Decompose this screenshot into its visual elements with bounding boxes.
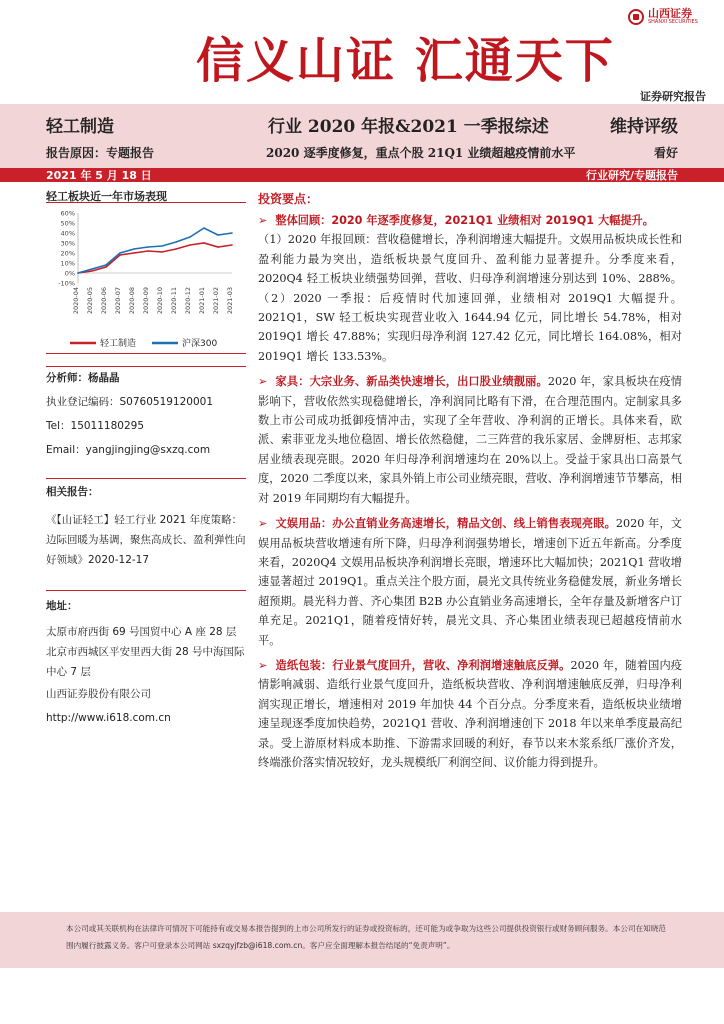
analyst-name: 杨晶晶 xyxy=(88,372,120,384)
left-column xyxy=(46,188,246,349)
reg-code: S0760519120001 xyxy=(119,396,214,408)
related-separator xyxy=(46,478,246,479)
data-point xyxy=(203,242,205,244)
y-tick-label: 30% xyxy=(60,239,75,248)
data-point xyxy=(147,246,149,248)
address-text: 太原市府西街 69 号国贸中心 A 座 28 层北京市西城区平安里西大街 28 号中海国际中心 7 层 xyxy=(46,626,245,678)
performance-chart-box xyxy=(46,202,246,354)
key-point-3-head: 文娱用品：办公直销业务高速增长，精品文创、线上销售表现亮眼。 xyxy=(275,517,616,531)
key-point-2 xyxy=(258,372,682,508)
report-type: 证券研究报告 xyxy=(640,90,706,103)
analyst-label: 分析师： xyxy=(46,372,88,384)
firm-name: 山西证券 xyxy=(648,7,692,20)
key-points xyxy=(258,190,682,772)
x-tick-label: 2021-03 xyxy=(226,287,234,315)
key-point-3 xyxy=(258,514,682,650)
report-date: 2021 年 5 月 18 日 xyxy=(46,169,152,182)
x-tick-label: 2020-05 xyxy=(86,287,94,315)
data-point xyxy=(189,244,191,246)
data-point xyxy=(161,251,163,253)
data-point xyxy=(231,244,233,246)
x-tick-label: 2020-06 xyxy=(100,287,108,315)
performance-chart xyxy=(46,203,246,353)
x-tick-label: 2021-02 xyxy=(212,287,220,315)
legend-label: 轻工制造 xyxy=(100,339,137,349)
data-point xyxy=(105,266,107,268)
firm-logo xyxy=(628,8,698,25)
address-block xyxy=(46,596,246,728)
data-point xyxy=(133,252,135,254)
key-point-3-body: 2020 年，文娱用品板块营收增速有所下降，归母净利润强势增长，增速创下近五年新高。分季度来看，2020Q4 文娱用品板块净利润增长亮眼，增速环比大幅加快；2021Q1 营收增速显著超过 2019Q1。重点关注个股方面，晨光文具传统业务稳健发展，新业务增长超预期。晨光科力普、齐心集团 B2B 办公直销业务高速增长，全年存量及新增客户订单充足。2021Q1，随着疫情好转，晨光文具、齐心集团业绩表现已超越疫情前水平。 xyxy=(258,517,682,647)
x-tick-label: 2020-08 xyxy=(128,287,136,315)
report-reason: 报告原因：专题报告 xyxy=(46,146,155,160)
key-point-1-body: （1）2020 年报回顾：营收稳健增长，净利润增速大幅提升。文娱用品板块成长性和盈利能力最为突出，造纸板块景气度回升、盈利能力显著提升。分季度来看，2020Q4 轻工板块业绩强势回弹，营收、归母净利润增速分别达到 10%、288%。（2）2020 一季报：后疫情时代加速回弹，业绩相对 2019Q1 大幅提升。2021Q1，SW 轻工板块实现营业收入 1644.94 亿元，同比增长 54.78%，相对 2019Q1 增长 47.88%；实现归母净利润 127.42 亿元，同比增长 164.08%，相对 2019Q1 增长 133.53%。 xyxy=(258,233,682,363)
y-tick-label: 10% xyxy=(60,259,75,268)
y-tick-label: 60% xyxy=(60,209,75,218)
y-tick-label: 40% xyxy=(60,229,75,238)
arrow-icon: ➢ xyxy=(258,214,268,227)
y-tick-label: 50% xyxy=(60,219,75,228)
reg-label: 执业登记编码： xyxy=(46,396,120,408)
report-category: 行业研究/专题报告 xyxy=(585,169,678,182)
arrow-icon: ➢ xyxy=(258,658,268,672)
key-point-1 xyxy=(258,211,682,366)
data-point xyxy=(189,236,191,238)
report-subtitle: 2020 逐季度修复，重点个股 21Q1 业绩超越疫情前水平 xyxy=(266,146,576,160)
footer-disclaimer: 本公司或其关联机构在法律许可情况下可能持有或交易本报告提到的上市公司所发行的证券或投资标的，还可能为或争取为这些公司提供投资银行或财务顾问服务。本公司在知晓范围内履行披露义务。客户可登录本公司网站 sxzqyjfzb@i618.com.cn。客户应全面理解本报告结尾的“免责声明”。 xyxy=(66,924,666,950)
data-point xyxy=(133,248,135,250)
data-point xyxy=(217,234,219,236)
analyst-separator xyxy=(46,366,246,367)
x-tick-label: 2020-09 xyxy=(142,287,150,315)
y-tick-label: 20% xyxy=(60,249,75,258)
x-tick-label: 2020-12 xyxy=(184,287,192,315)
arrow-icon: ➢ xyxy=(258,517,268,531)
chart-section-title: 轻工板块近一年市场表现 xyxy=(46,190,167,203)
series-line-csi300 xyxy=(78,228,232,273)
address-separator xyxy=(46,590,246,591)
tel-value: 15011180295 xyxy=(70,420,145,432)
data-point xyxy=(119,252,121,254)
firm-logo-icon xyxy=(628,9,644,25)
y-tick-label: 0% xyxy=(64,269,75,278)
data-point xyxy=(91,270,93,272)
key-point-2-head: 家具：大宗业务、新品类快速增长，出口股业绩靓丽。 xyxy=(275,375,548,389)
address-title: 地址： xyxy=(46,600,78,612)
data-point xyxy=(203,227,205,229)
report-title: 行业 2020 年报&2021 一季报综述 xyxy=(268,117,549,137)
data-point xyxy=(105,264,107,266)
x-tick-label: 2020-11 xyxy=(170,287,178,315)
outlook-label: 看好 xyxy=(653,146,678,160)
brand-slogan: 信义山证 汇通天下 xyxy=(196,33,615,89)
data-point xyxy=(91,268,93,270)
data-point xyxy=(175,248,177,250)
x-tick-label: 2020-10 xyxy=(156,287,164,315)
email-label: Email： xyxy=(46,444,86,456)
data-point xyxy=(147,250,149,252)
key-point-1-head: 整体回顾：2020 年逐季度修复，2021Q1 业绩相对 2019Q1 大幅提升。 xyxy=(275,214,654,227)
analyst-block xyxy=(46,368,246,460)
key-point-2-body: 2020 年，家具板块在疫情影响下，营收依然实现稳健增长，净利润同比略有下滑，在合理范围内。定制家具多数上市公司成功抵御疫情冲击，实现了全年营收、净利润的正增长。具体来看，欧派、索菲亚龙头地位稳固、增长依然稳健，二三阵营的我乐家居、金牌厨柜、志邦家居业绩表现亮眼。2020 年归母净利润增速均在 20%以上。受益于家具出口高景气度，2020 二季度以来，家具外销上市公司业绩亮眼，营收、净利润增速节节攀高，相对 2019 年同期均有大幅提升。 xyxy=(258,375,682,505)
company-name: 山西证券股份有限公司 xyxy=(46,688,151,700)
key-point-4-head: 造纸包装：行业景气度回升，营收、净利润增速触底反弹。 xyxy=(275,658,571,672)
data-point xyxy=(175,241,177,243)
x-tick-label: 2021-01 xyxy=(198,287,206,315)
key-points-title: 投资要点： xyxy=(258,192,319,206)
firm-name-en: SHANXI SECURITIES xyxy=(648,19,698,25)
tel-label: Tel： xyxy=(46,420,71,432)
y-tick-label: -10% xyxy=(58,279,75,288)
related-title: 相关报告： xyxy=(46,486,99,498)
email-link[interactable]: yangjingjing@sxzq.com xyxy=(85,444,211,456)
data-point xyxy=(77,272,79,274)
rating-label: 维持评级 xyxy=(610,117,678,137)
data-point xyxy=(231,232,233,234)
series-line-light-industry xyxy=(78,243,232,273)
related-block xyxy=(46,482,246,570)
legend-label: 沪深300 xyxy=(182,339,218,349)
data-point xyxy=(217,246,219,248)
related-report-link[interactable]: 《【山证轻工】轻工行业 2021 年度策略：边际回暖为基调，聚焦高成长、盈利弹性向好领域》2020-12-17 xyxy=(46,514,246,566)
x-tick-label: 2020-04 xyxy=(72,287,80,315)
arrow-icon: ➢ xyxy=(258,375,268,389)
company-website[interactable]: http://www.i618.com.cn xyxy=(46,712,171,724)
industry-label: 轻工制造 xyxy=(46,117,114,137)
key-point-4-body: 2020 年，随着国内疫情影响减弱、造纸行业景气度回升，造纸板块营收、净利润增速触底反弹，归母净利润实现正增长，增速相对 2019 年加快 44 个百分点。分季度来看，造纸板块业绩增速呈现逐季度加快趋势，2021Q1 营收、净利润增速创下 2018 年以来单季度最高纪录。受上游原材料成本助推、下游需求回暖的利好，春节以来木浆系纸厂涨价齐发，终端涨价落实情况较好，龙头规模纸厂利润空间、议价能力得到提升。 xyxy=(258,658,682,769)
x-tick-label: 2020-07 xyxy=(114,287,122,315)
key-point-4 xyxy=(258,656,682,772)
data-point xyxy=(161,245,163,247)
